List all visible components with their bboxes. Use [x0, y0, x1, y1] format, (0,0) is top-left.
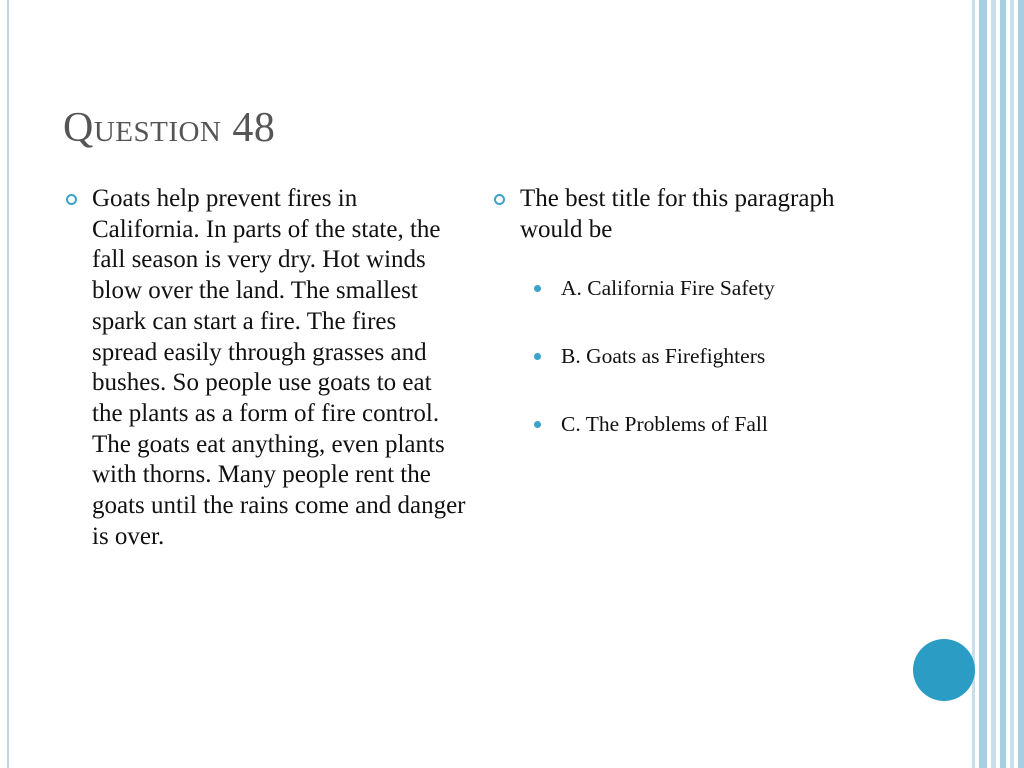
story-paragraph: Goats help prevent fires in California. In parts of the state, the fall season is very dry. Hot winds blow over the land. The smallest spark can start a fire. The fires spread easily through grasses and bushes. So people use goats to eat the plants as a form of fire control. The goats eat anything, even plants with thorns. Many people rent the goats until the rains come and danger is over. [92, 185, 466, 550]
answer-option-c[interactable] [534, 410, 874, 438]
right-stripe [1000, 0, 1006, 768]
ring-bullet-icon [494, 194, 505, 205]
ring-bullet-icon [66, 194, 77, 205]
answer-option-b[interactable] [534, 342, 874, 370]
dot-bullet-icon [534, 285, 541, 292]
answer-option-label: B. Goats as Firefighters [561, 344, 766, 369]
right-column [494, 184, 874, 478]
right-stripe [979, 0, 987, 768]
right-stripe [1018, 0, 1024, 768]
question-prompt: The best title for this paragraph would be [520, 185, 835, 243]
left-frame-decoration [0, 0, 12, 768]
answer-options [494, 274, 874, 438]
right-stripe-decoration [972, 0, 1024, 768]
right-stripe [1010, 0, 1014, 768]
right-stripe [972, 0, 975, 768]
dot-bullet-icon [534, 353, 541, 360]
answer-option-label: A. California Fire Safety [561, 276, 775, 301]
question-bullet [494, 184, 874, 245]
right-stripe [991, 0, 996, 768]
dot-bullet-icon [534, 421, 541, 428]
left-column [66, 184, 466, 552]
paragraph-bullet [66, 184, 466, 552]
answer-option-label: C. The Problems of Fall [561, 412, 768, 437]
left-frame-line [7, 0, 9, 768]
circle-decoration-icon [913, 639, 975, 701]
answer-option-a[interactable] [534, 274, 874, 302]
slide-title: Question 48 [63, 105, 276, 151]
